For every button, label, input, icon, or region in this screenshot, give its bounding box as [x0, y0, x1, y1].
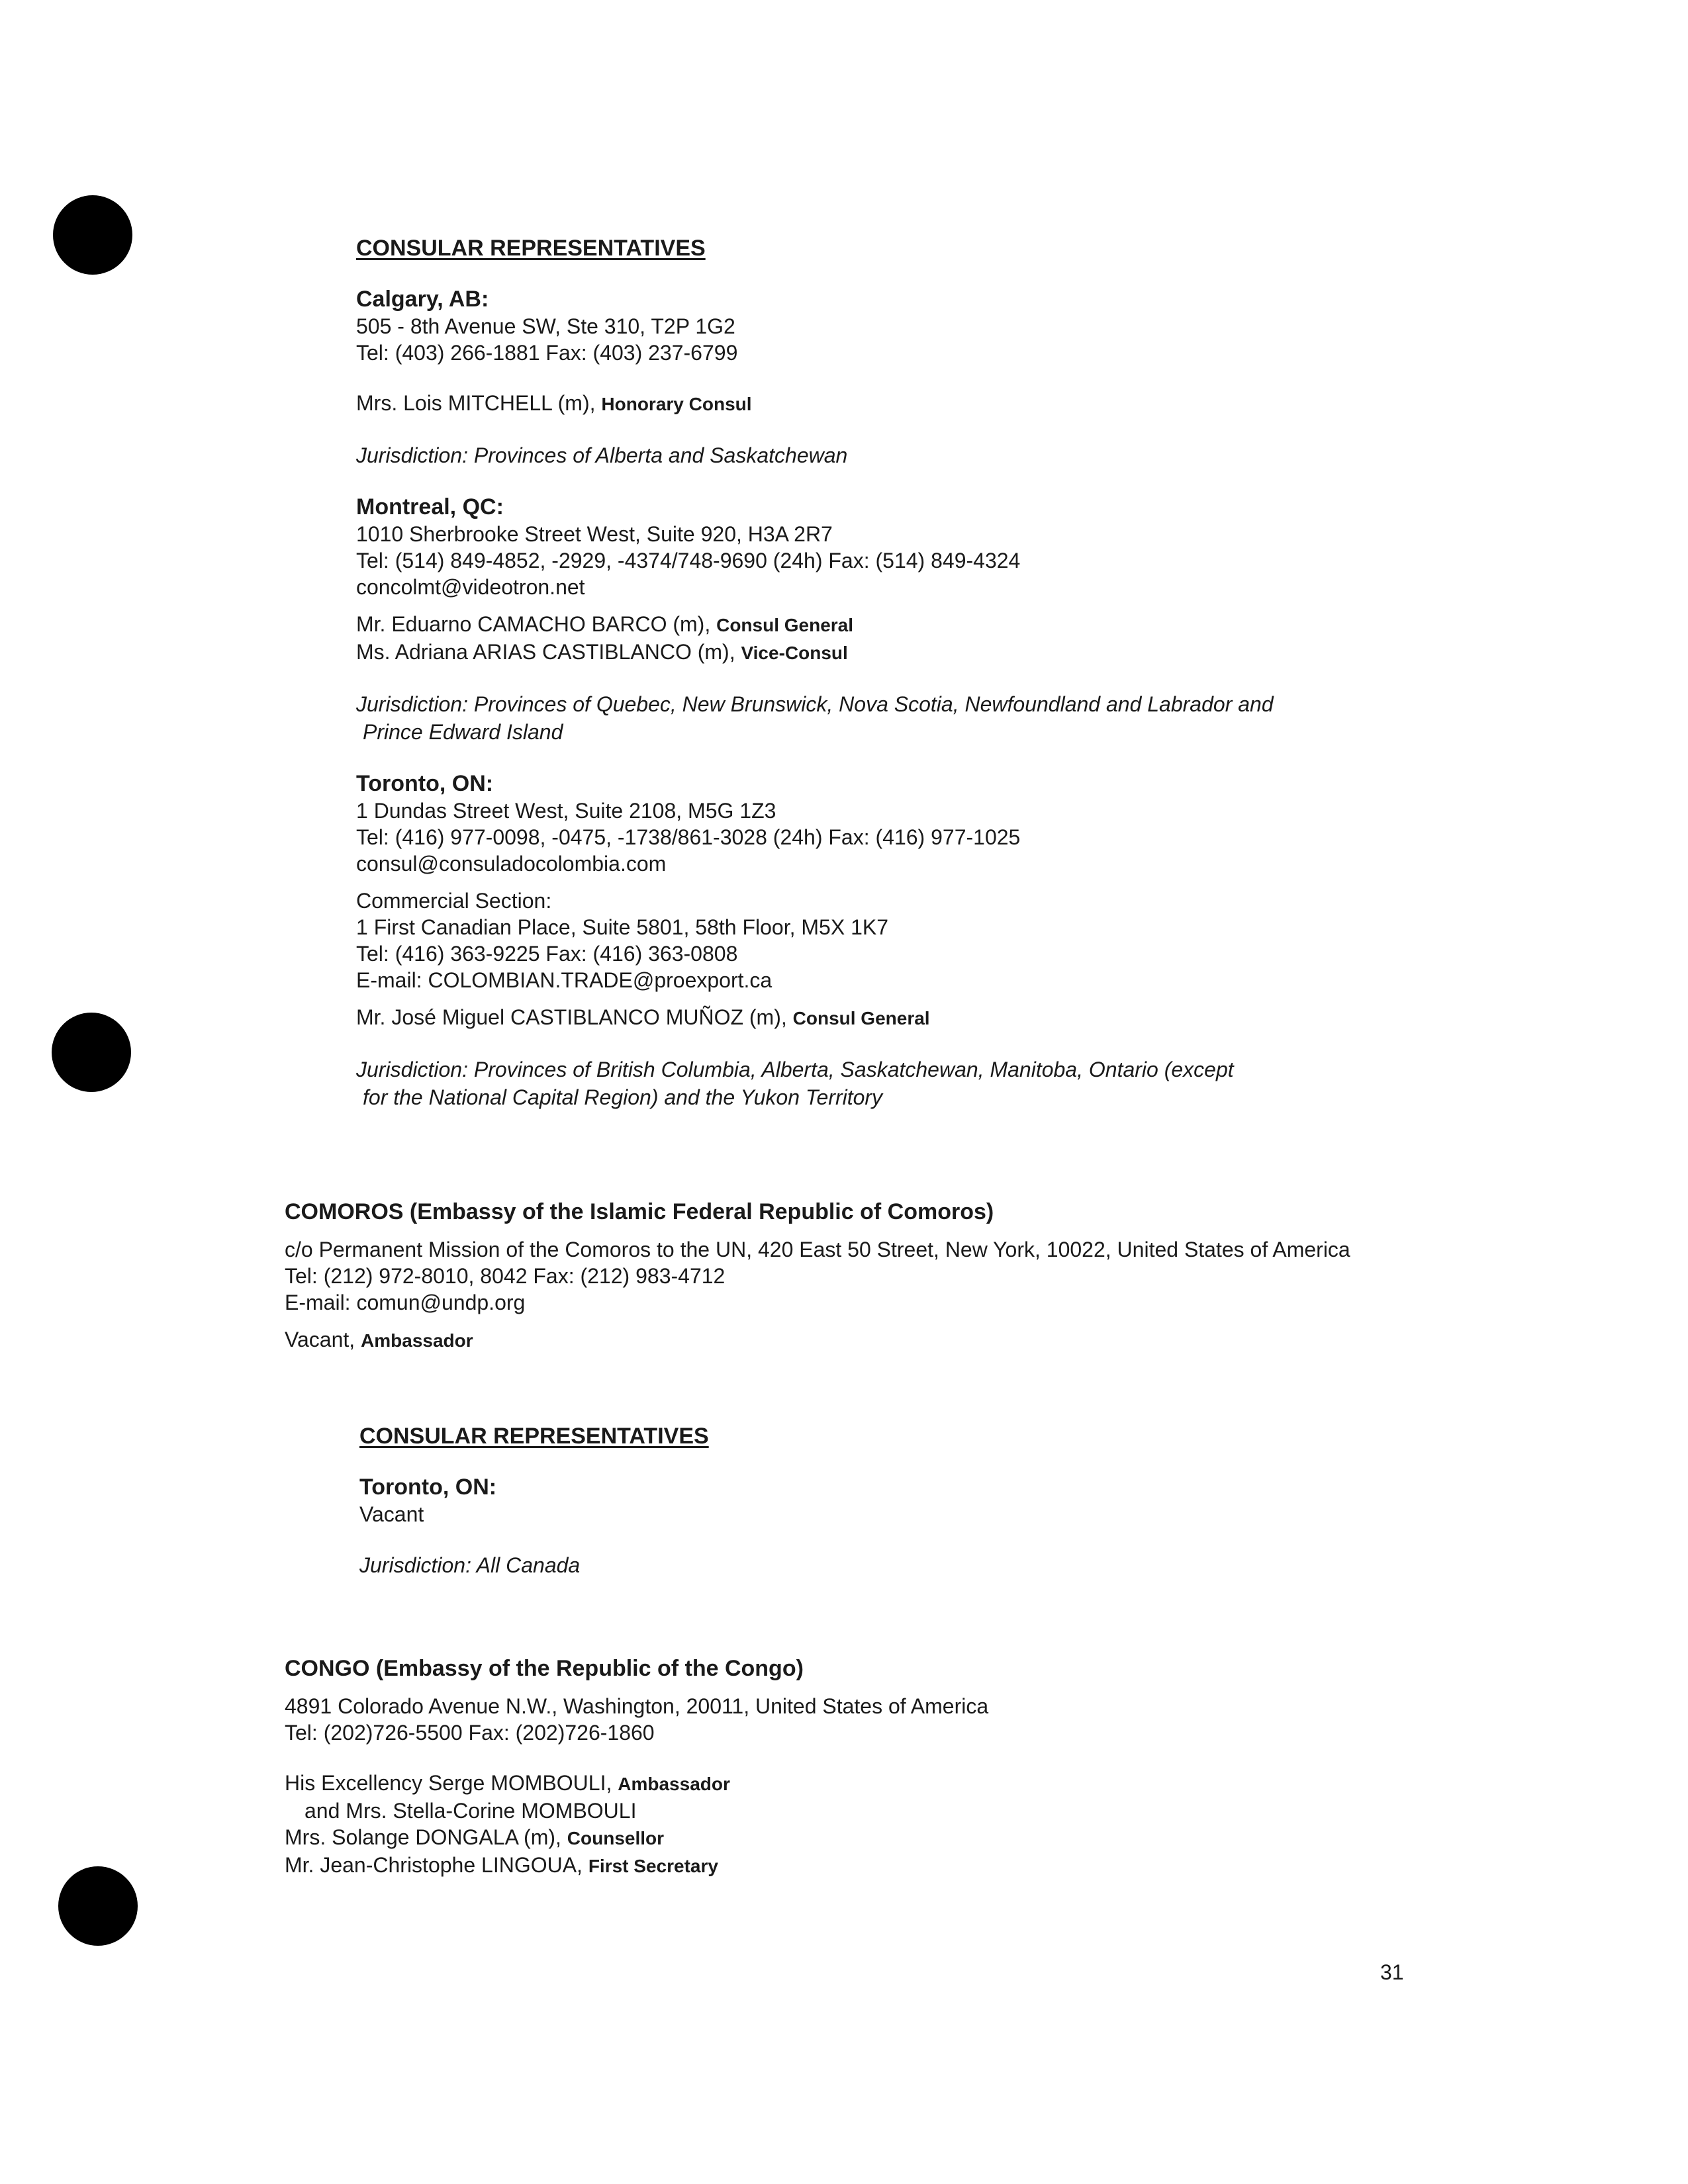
page-number: 31 — [1380, 1960, 1404, 1984]
calgary-person — [356, 390, 1274, 418]
person-title: First Secretary — [588, 1856, 718, 1876]
person-title: Ambassador — [618, 1774, 730, 1794]
congo-tel: Tel: (202)726-5500 Fax: (202)726-1860 — [285, 1721, 655, 1745]
person-title: Ambassador — [361, 1330, 473, 1351]
calgary-address: 505 - 8th Avenue SW, Ste 310, T2P 1G2 — [356, 314, 735, 338]
comoros-section — [285, 1198, 1377, 1354]
comoros-toronto-city: Toronto, ON: — [359, 1475, 497, 1500]
comoros-consular-section — [359, 1423, 709, 1579]
comoros-jurisdiction: Jurisdiction: All Canada — [359, 1553, 581, 1577]
person-name: Vacant, — [285, 1328, 355, 1351]
toronto-jurisdiction-line-2: for the National Capital Region) and the Yukon Territory — [363, 1085, 883, 1109]
person-title: Honorary Consul — [601, 394, 752, 414]
commercial-address: 1 First Canadian Place, Suite 5801, 58th Floor, M5X 1K7 — [356, 915, 889, 939]
comoros-heading: COMOROS (Embassy of the Islamic Federal Republic of Comoros) — [285, 1199, 994, 1224]
comoros-toronto-status: Vacant — [359, 1502, 424, 1526]
punch-hole-middle — [52, 1013, 131, 1092]
person-name: Mr. Jean-Christophe LINGOUA, — [285, 1853, 583, 1877]
person-name: Ms. Adriana ARIAS CASTIBLANCO (m), — [356, 640, 735, 664]
congo-address: 4891 Colorado Avenue N.W., Washington, 20011, United States of America — [285, 1694, 989, 1718]
punch-hole-bottom — [58, 1866, 138, 1946]
toronto-tel: Tel: (416) 977-0098, -0475, -1738/861-3028 (24h) Fax: (416) 977-1025 — [356, 825, 1021, 849]
calgary-jurisdiction: Jurisdiction: Provinces of Alberta and Saskatchewan — [356, 443, 848, 467]
montreal-person-2 — [356, 639, 1274, 666]
comoros-address: c/o Permanent Mission of the Comoros to the UN, 420 East 50 Street, New York, 10022, United States of America — [285, 1238, 1350, 1261]
montreal-jurisdiction-line-2: Prince Edward Island — [363, 720, 563, 744]
person-name: Mrs. Lois MITCHELL (m), — [356, 391, 596, 415]
toronto-entry — [356, 770, 1274, 1111]
calgary-tel: Tel: (403) 266-1881 Fax: (403) 237-6799 — [356, 341, 738, 365]
montreal-address: 1010 Sherbrooke Street West, Suite 920, H3A 2R7 — [356, 522, 833, 546]
montreal-city: Montreal, QC: — [356, 494, 504, 520]
person-title: Consul General — [716, 615, 854, 635]
person-name: Mr. José Miguel CASTIBLANCO MUÑOZ (m), — [356, 1005, 787, 1029]
congo-ambassador-spouse: and Mrs. Stella-Corine MOMBOULI — [305, 1799, 637, 1823]
congo-heading: CONGO (Embassy of the Republic of the Congo) — [285, 1656, 804, 1681]
commercial-section-label: Commercial Section: — [356, 889, 552, 913]
toronto-address: 1 Dundas Street West, Suite 2108, M5G 1Z3 — [356, 799, 776, 823]
person-title: Counsellor — [567, 1828, 665, 1848]
comoros-tel: Tel: (212) 972-8010, 8042 Fax: (212) 983-4712 — [285, 1264, 726, 1288]
congo-ambassador — [285, 1770, 988, 1797]
person-title: Vice-Consul — [741, 643, 848, 663]
person-name: Mr. Eduarno CAMACHO BARCO (m), — [356, 612, 711, 636]
person-name: Mrs. Solange DONGALA (m), — [285, 1825, 561, 1849]
congo-counsellor — [285, 1824, 988, 1852]
colombia-consular-section — [356, 235, 1274, 1111]
montreal-tel: Tel: (514) 849-4852, -2929, -4374/748-9690 (24h) Fax: (514) 849-4324 — [356, 549, 1021, 572]
toronto-city: Toronto, ON: — [356, 771, 494, 796]
montreal-person-1 — [356, 611, 1274, 639]
person-name: His Excellency Serge MOMBOULI, — [285, 1771, 612, 1795]
calgary-city: Calgary, AB: — [356, 287, 489, 312]
comoros-email: E-mail: comun@undp.org — [285, 1291, 526, 1314]
montreal-entry — [356, 493, 1274, 746]
congo-section — [285, 1655, 988, 1880]
toronto-email: consul@consuladocolombia.com — [356, 852, 667, 876]
congo-first-secretary — [285, 1852, 988, 1880]
commercial-email: E-mail: COLOMBIAN.TRADE@proexport.ca — [356, 968, 773, 992]
montreal-jurisdiction-line-1: Jurisdiction: Provinces of Quebec, New Brunswick, Nova Scotia, Newfoundland and Labrador and — [356, 692, 1274, 716]
consular-heading: CONSULAR REPRESENTATIVES — [356, 236, 706, 261]
calgary-entry — [356, 285, 1274, 469]
toronto-jurisdiction-line-1: Jurisdiction: Provinces of British Columbia, Alberta, Saskatchewan, Manitoba, Ontario (except — [356, 1058, 1234, 1081]
consular-heading: CONSULAR REPRESENTATIVES — [359, 1424, 709, 1449]
toronto-person — [356, 1004, 1274, 1032]
person-title: Consul General — [792, 1008, 930, 1028]
commercial-tel: Tel: (416) 363-9225 Fax: (416) 363-0808 — [356, 942, 738, 966]
montreal-email: concolmt@videotron.net — [356, 575, 585, 599]
comoros-ambassador — [285, 1326, 1377, 1354]
punch-hole-top — [53, 195, 132, 275]
